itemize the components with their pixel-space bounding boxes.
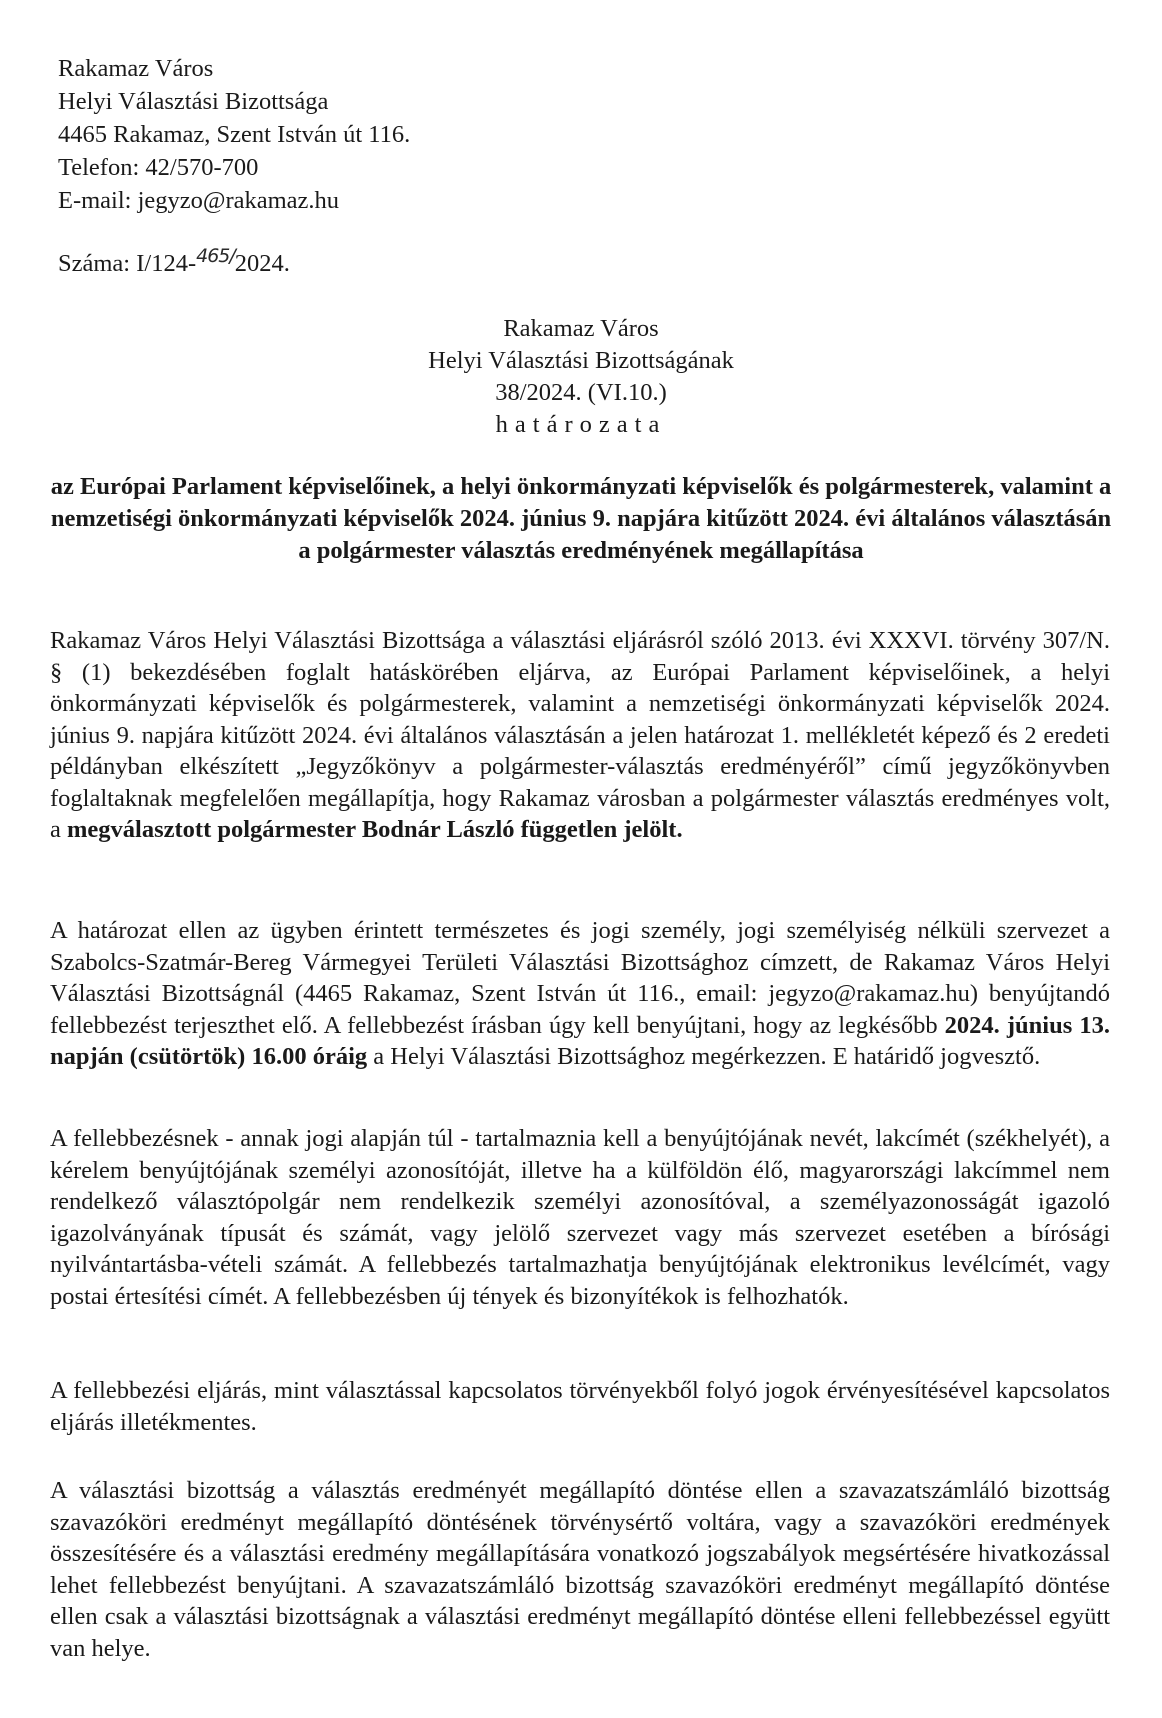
paragraph-appeal-grounds: A választási bizottság a választás eredményét megállapító döntése ellen a szavazatszámláló bizottság szavazóköri eredményt megállapító döntésének törvénysértő voltára, vagy a szavazóköri eredmények összesítésére és a választási eredmény megállapítására vonatkozó jogszabályok megsértésére hivatkozással lehet fellebbezést benyújtani. A szavazatszámláló bizottság szavazóköri eredményt megállapító döntése ellen csak a választási bizottságnak a választási eredményt megállapító döntése elleni fellebbezéssel együtt van helye. (50, 1477, 1110, 1662)
sender-address: 4465 Rakamaz, Szent István út 116. (58, 121, 411, 148)
reference-number (58, 247, 290, 282)
heading-committee: Helyi Választási Bizottságának (428, 347, 734, 374)
paragraph-fee: A fellebbezési eljárás, mint választással kapcsolatos törvényekből folyó jogok érvényesítésével kapcsolatos eljárás illetékmentes. (50, 1377, 1110, 1436)
sender-committee: Helyi Választási Bizottsága (58, 88, 329, 115)
sender-phone: Telefon: 42/570-700 (58, 154, 259, 181)
heading-decision-label: határozata (495, 411, 667, 438)
reference-prefix: Száma: I/124- (58, 250, 197, 277)
paragraph-decision (50, 625, 1110, 846)
heading-city: Rakamaz Város (503, 315, 659, 342)
paragraph-appeal-content: A fellebbezésnek - annak jogi alapján túl - tartalmaznia kell a benyújtójának nevét, lakcímét (székhelyét), a kérelem benyújtójának személyi azonosítóját, illetve ha a külföldön élő, magyarországi lakcímmel nem rendelkező választópolgár nem rendelkezik személyi azonosítóval, a személyazonosságát igazoló igazolványának típusát és számát, vagy jelölő szervezet vagy más szervezet esetében a bírósági nyilvántartásba-vételi számát. A fellebbezés tartalmazhatja benyújtójának elektronikus levélcímét, vagy postai értesítési címét. A fellebbezésben új tények és bizonyítékok is felhozhatók. (50, 1125, 1110, 1310)
sender-block (58, 52, 410, 217)
handwritten-number: 465/ (196, 245, 235, 267)
sender-email: E-mail: jegyzo@rakamaz.hu (58, 187, 340, 214)
elected-mayor: megválasztott polgármester Bodnár László független jelölt. (67, 816, 683, 843)
decision-heading (0, 313, 1162, 441)
reference-suffix: 2024. (234, 250, 290, 277)
decision-title: az Európai Parlament képviselőinek, a helyi önkormányzati képviselők és polgármesterek, valamint a nemzetiségi önkormányzati képviselők 2024. június 9. napjára kitűzött 2024. évi általános választásán a polgármester választás eredményének megállapítása (50, 473, 1112, 564)
heading-decision-number: 38/2024. (VI.10.) (495, 379, 667, 406)
paragraph-appeal-text: A határozat ellen az ügyben érintett természetes és jogi személy, jogi személyiség nélküli szervezet a Szabolcs-Szatmár-Bereg Vármegyei Területi Választási Bizottsághoz címzett, de Rakamaz Város Helyi Választási Bizottságnál (4465 Rakamaz, Szent István út 116., email: jegyzo@rakamaz.hu) benyújtandó fellebbezést terjeszthet elő. A fellebbezést írásban úgy kell benyújtani, hogy az legkésőbb (50, 917, 1110, 1039)
sender-city: Rakamaz Város (58, 55, 214, 82)
paragraph-appeal (50, 915, 1110, 1073)
paragraph-decision-text: Rakamaz Város Helyi Választási Bizottsága a választási eljárásról szóló 2013. évi XXXVI. törvény 307/N. § (1) bekezdésében foglalt hatáskörében eljárva, az Európai Parlament képviselőinek, a helyi önkormányzati képviselők és polgármesterek, valamint a nemzetiségi önkormányzati képviselők 2024. június 9. napjára kitűzött 2024. évi általános választásán a jelen határozat 1. mellékletét képező és 2 eredeti példányban elkészített „Jegyzőkönyv a polgármester-választás eredményéről” című jegyzőkönyvben foglaltaknak megfelelően megállapítja, hogy Rakamaz városban a polgármester választás eredményes volt, a (50, 627, 1110, 843)
paragraph-appeal-end: a Helyi Választási Bizottsághoz megérkezzen. E határidő jogvesztő. (373, 1043, 1041, 1070)
appeal-deadline: 2024. június 13. napján (csütörtök) 16.00 óráig (50, 1011, 1110, 1070)
